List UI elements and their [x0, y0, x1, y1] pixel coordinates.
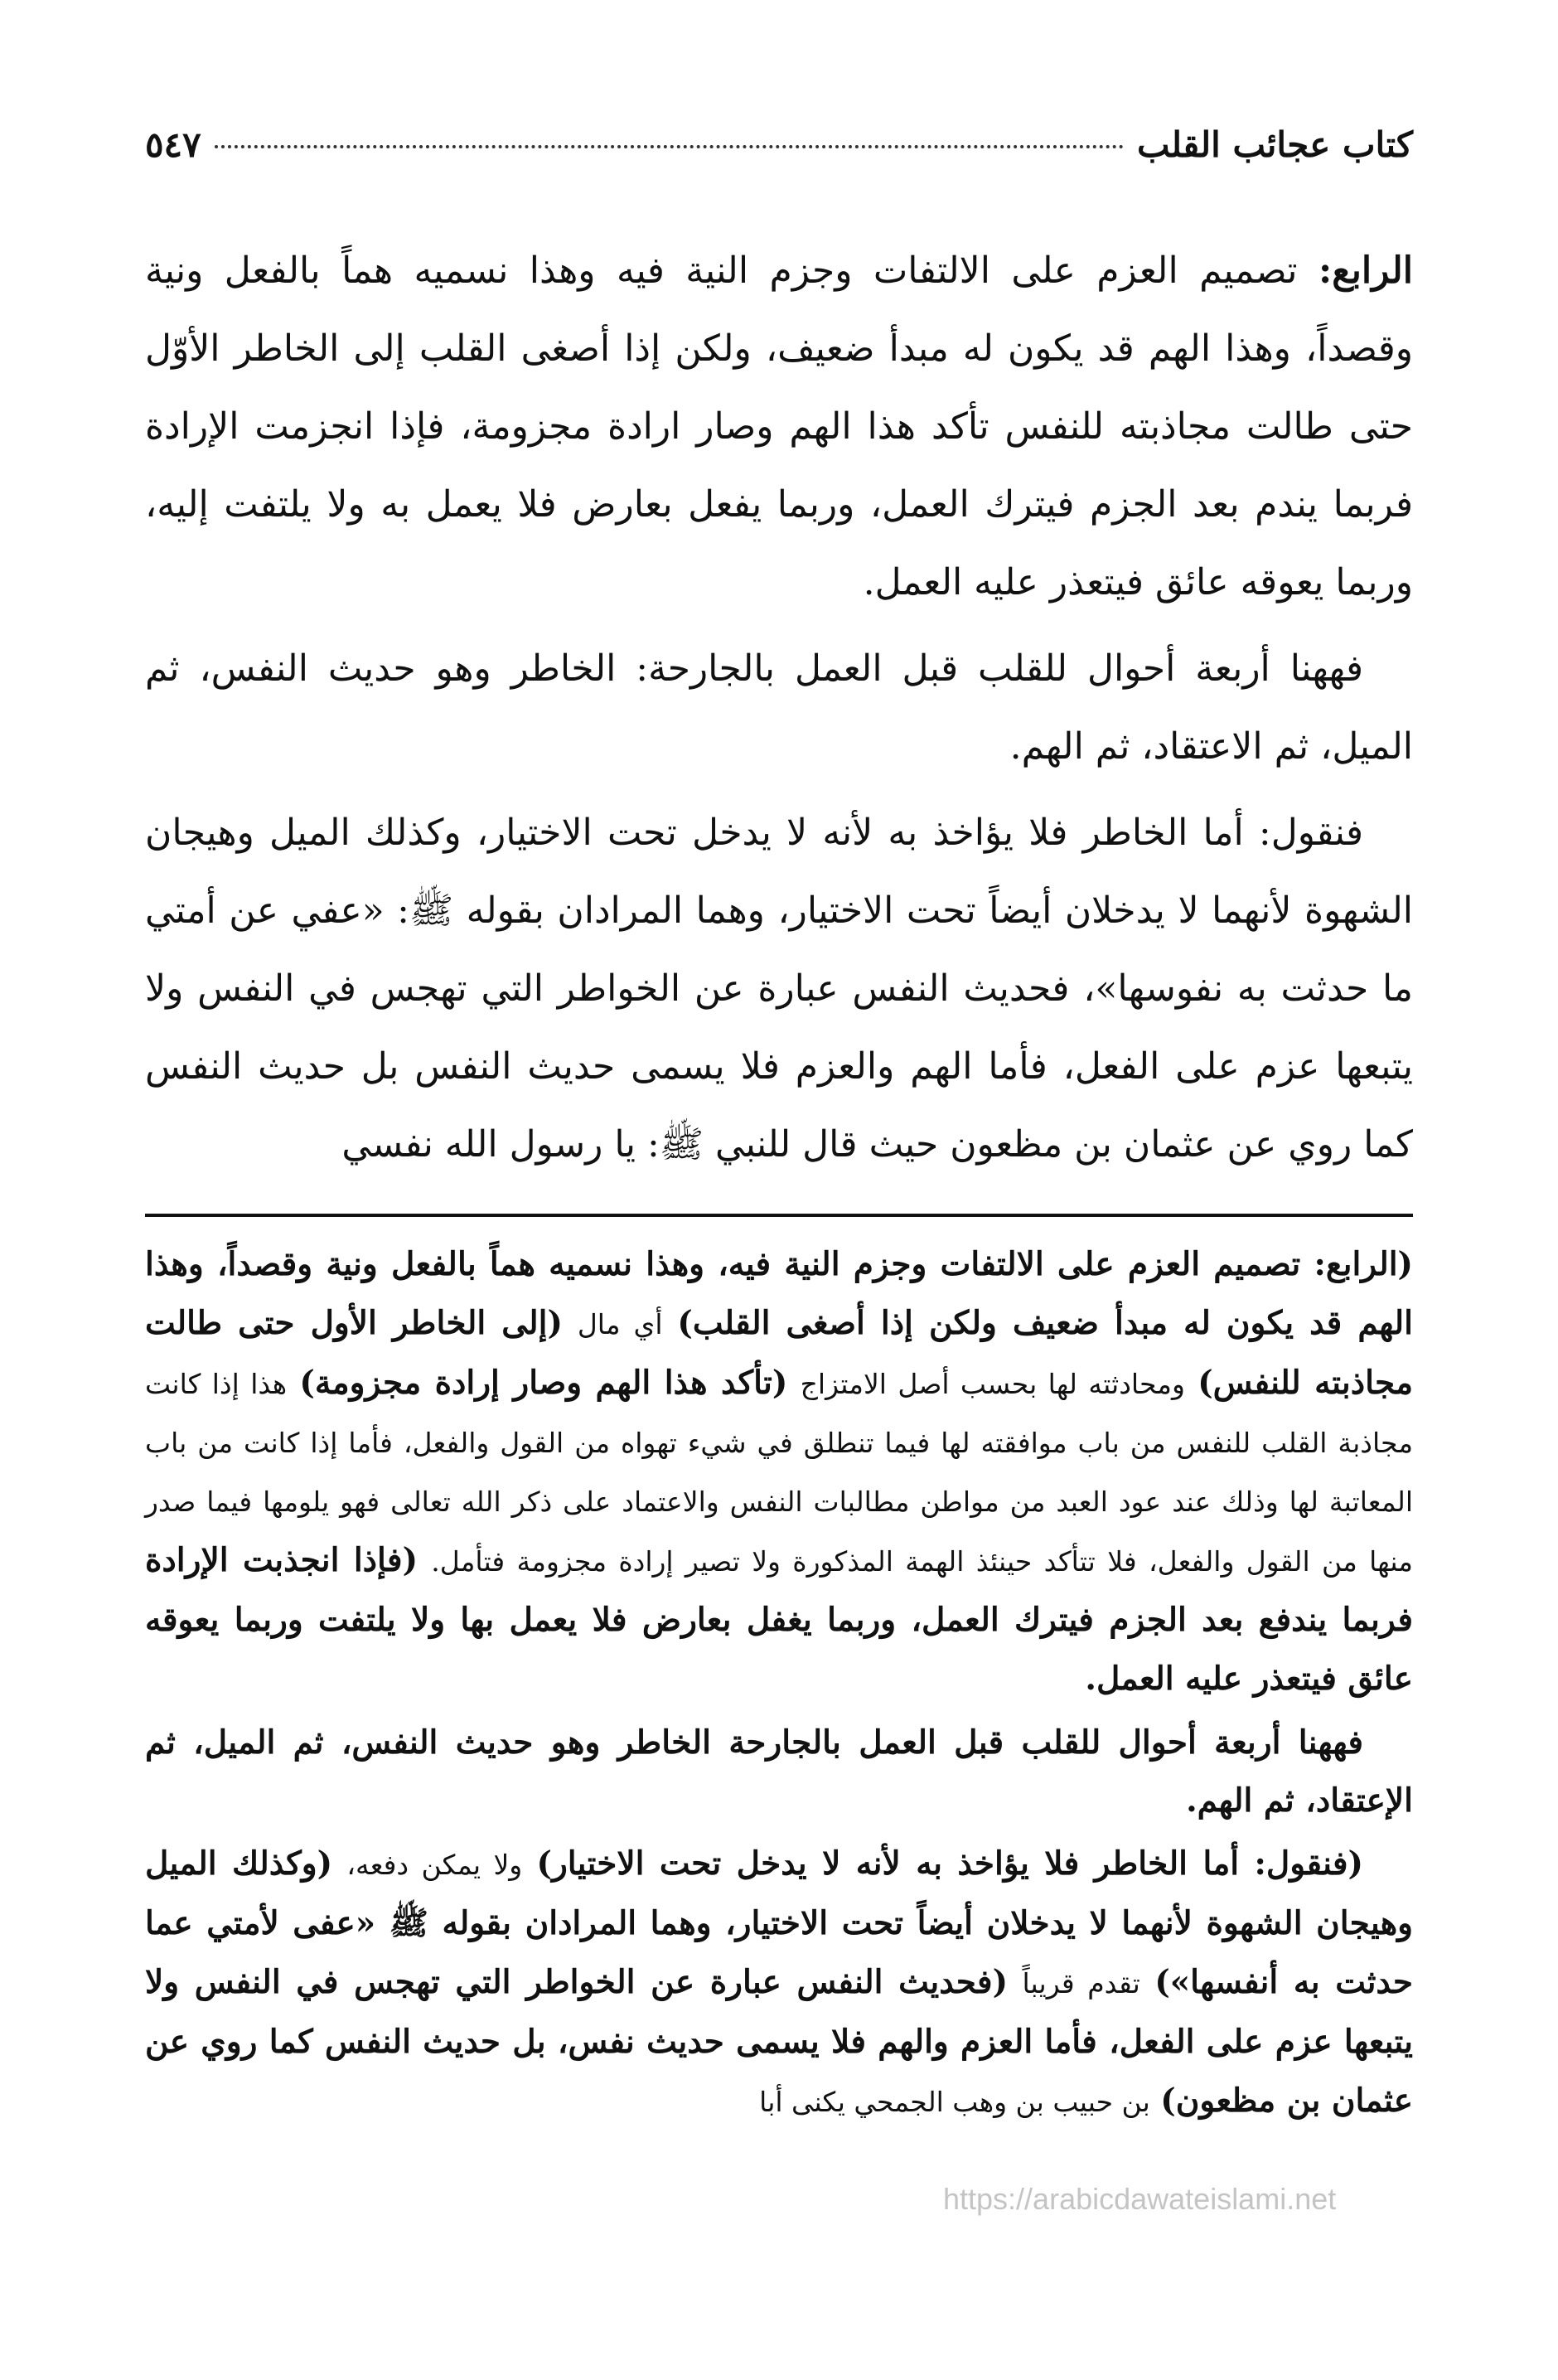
quoted-text: (تأكد هذا الهم وصار إرادة مجزومة): [299, 1364, 788, 1402]
gloss-text: ولا يمكن دفعه،: [346, 1849, 523, 1881]
paragraph-label: الرابع:: [1318, 250, 1413, 292]
header-dotted-leader: [215, 145, 1124, 148]
gloss-text: أي مال: [577, 1308, 663, 1340]
quoted-text: (الرابع: تصميم العزم على الالتفات وجزم النية فيه، وهذا نسميه هماً بالفعل ونية وقصداً، وهذا الهم قد يكون له مبدأ ضعيف ولكن إذا أصغى القلب): [145, 1245, 1413, 1342]
main-paragraph-1: [145, 232, 1413, 622]
quoted-text: (فنقول: أما الخاطر فلا يؤاخذ به لأنه لا يدخل تحت الاختيار): [536, 1844, 1363, 1883]
page-number: ٥٤٧: [145, 124, 201, 165]
gloss-text: تقدم قريباً: [1022, 1967, 1140, 1999]
gloss-text: بن حبيب بن وهب الجمحي يكنى أبا: [759, 2086, 1150, 2118]
quoted-text: (فإذا انجذبت الإرادة فربما يندفع بعد الجزم فيترك العمل، وربما يغفل بعارض فلا يعمل بها ولا يلتفت وربما يعوقه عائق فيتعذر عليه العمل.: [145, 1541, 1413, 1698]
gloss-text: ومحادثته لها بحسب أصل الامتزاج: [800, 1368, 1185, 1400]
footnote-divider: [145, 1214, 1413, 1217]
main-paragraph-3: فنقول: أما الخاطر فلا يؤاخذ به لأنه لا يدخل تحت الاختيار، وكذلك الميل وهيجان الشهوة لأنهما لا يدخلان أيضاً تحت الاختيار، وهما المرادان بقوله ﷺ: «عفي عن أمتي ما حدثت به نفوسها»، فحديث النفس عبارة عن الخواطر التي تهجس في النفس ولا يتبعها عزم على الفعل، فأما الهم والعزم فلا يسمى حديث النفس بل حديث النفس كما روي عن عثمان بن مظعون حيث قال للنبي ﷺ: يا رسول الله نفسي: [145, 812, 1413, 1166]
commentary-paragraph-3: [145, 1835, 1413, 2131]
commentary-paragraph-2: فههنا أربعة أحوال للقلب قبل العمل بالجارحة الخاطر وهو حديث النفس، ثم الميل، ثم الإعتقاد، ثم الهم.: [145, 1723, 1413, 1820]
main-paragraph-2: فههنا أربعة أحوال للقلب قبل العمل بالجارحة: الخاطر وهو حديث النفس، ثم الميل، ثم الاعتقاد، ثم الهم.: [145, 647, 1413, 768]
quoted-text: (فحديث النفس عبارة عن الخواطر التي تهجس في النفس ولا يتبعها عزم على الفعل، فأما العزم والهم فلا يسمى حديث نفس، بل حديث النفس كما روي عن عثمان بن مظعون): [145, 1963, 1413, 2120]
book-page: [145, 124, 1413, 2380]
quoted-text: (وكذلك الميل وهيجان الشهوة لأنهما لا يدخلان أيضاً تحت الاختيار، وهما المرادان بقوله ﷺ «عفى لأمتي عما حدثت به أنفسها»): [145, 1844, 1414, 2001]
commentary-paragraph-1: [145, 1235, 1413, 1709]
main-text: [145, 232, 1413, 1184]
chapter-title: كتاب عجائب القلب: [1136, 124, 1413, 165]
paragraph-body: تصميم العزم على الالتفات وجزم النية فيه وهذا نسميه هماً بالفعل ونية وقصداً، وهذا الهم قد يكون له مبدأ ضعيف، ولكن إذا أصغى القلب إلى الخاطر الأوّل حتى طالت مجاذبته للنفس تأكد هذا الهم وصار ارادة مجزومة، فإذا انجزمت الإرادة فربما يندم بعد الجزم فيترك العمل، وربما يفعل بعارض فلا يعمل به ولا يلتفت إليه، وربما يعوقه عائق فيتعذر عليه العمل.: [145, 250, 1413, 603]
running-header: [145, 124, 1413, 191]
quoted-text: (إلى الخاطر الأول حتى طالت مجاذبته للنفس): [145, 1304, 1414, 1402]
watermark-url: https://arabicdawateislami.net: [943, 2182, 1337, 2216]
commentary-text: [145, 1235, 1413, 2131]
gloss-text: هذا إذا كانت مجاذبة القلب للنفس من باب موافقته لها فيما تنطلق في شيء تهواه من القول والفعل، فأما إذا كانت من باب المعاتبة لها وذلك عند عود العبد من مواطن مطالبات النفس والاعتماد على ذكر الله تعالى فهو يلومها فيما صدر منها من القول والفعل، فلا تتأكد حينئذ الهمة المذكورة ولا تصير إرادة مجزومة فتأمل.: [145, 1368, 1413, 1578]
